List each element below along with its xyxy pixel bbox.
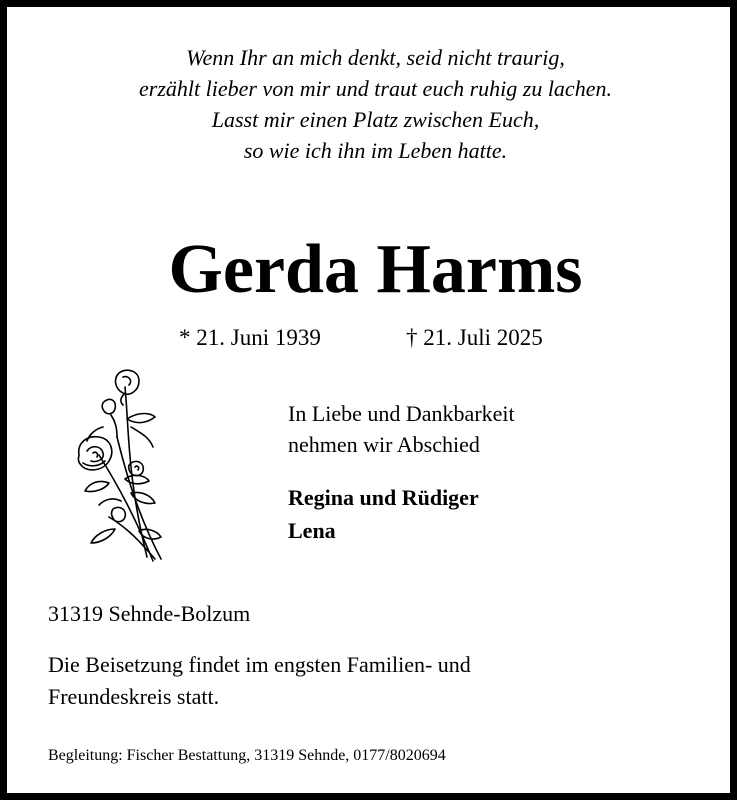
deceased-name: Gerda Harms: [168, 231, 583, 308]
poem: [7, 42, 737, 166]
farewell-line: In Liebe und Dankbarkeit: [288, 401, 515, 426]
notice-line: Freundeskreis statt.: [48, 684, 220, 709]
place: 31319 Sehnde-Bolzum: [48, 601, 251, 626]
undertaker-footer: Begleitung: Fischer Bestattung, 31319 Sehnde, 0177/8020694: [48, 747, 446, 764]
family-name-line: Lena: [288, 518, 336, 543]
family-name-line: Regina und Rüdiger: [288, 485, 479, 510]
birth-date: * 21. Juni 1939: [179, 325, 321, 350]
notice-line: Die Beisetzung findet im engsten Familien- und: [48, 652, 471, 677]
family-names: [288, 481, 479, 547]
farewell-text: [288, 398, 515, 460]
burial-notice: [48, 649, 471, 713]
poem-line: Wenn Ihr an mich denkt, seid nicht traurig,: [186, 45, 565, 70]
poem-line: erzählt lieber von mir und traut euch ruhig zu lachen.: [139, 76, 612, 101]
poem-line: so wie ich ihn im Leben hatte.: [243, 138, 508, 163]
farewell-line: nehmen wir Abschied: [288, 432, 480, 457]
death-date: † 21. Juli 2025: [406, 325, 543, 350]
poem-line: Lasst mir einen Platz zwischen Euch,: [211, 107, 540, 132]
rose-drawing-icon: [69, 367, 179, 567]
